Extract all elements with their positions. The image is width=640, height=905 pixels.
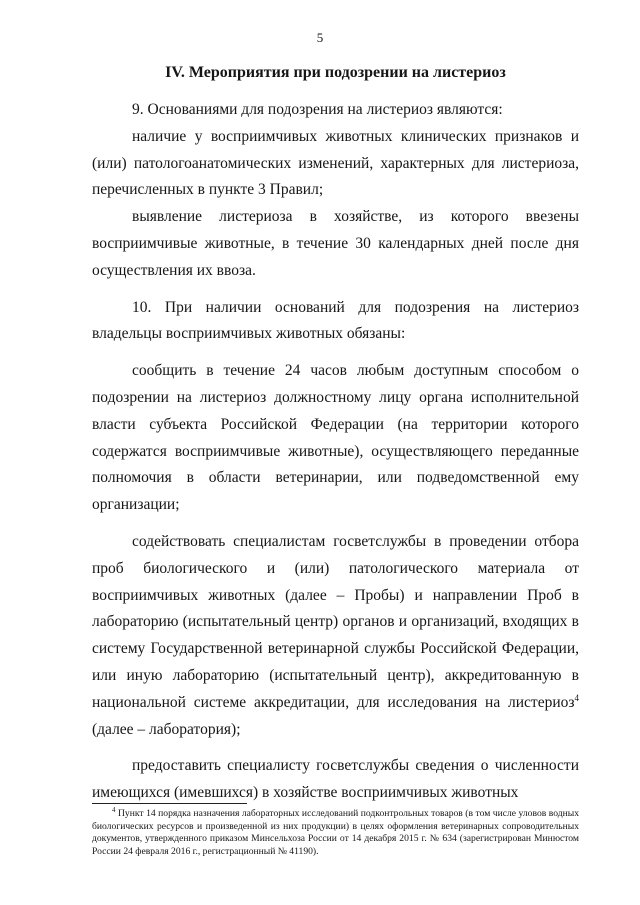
sampling-text-end: (далее – лаборатория);	[92, 720, 241, 738]
footnote-mark: 4	[112, 805, 116, 814]
paragraph-sampling-assistance	[92, 529, 579, 743]
footnote	[92, 805, 579, 858]
paragraph-detection-in-farm: выявление листериоза в хозяйстве, из которого ввезены восприимчивые животные, в течение 30 календарных дней после дня осуществления их ввоза.	[92, 208, 579, 279]
paragraph-clinical-signs: наличие у восприимчивых животных клинических признаков и (или) патологоанатомических изменений, характерных для листериоза, перечисленных в пункте 3 Правил;	[92, 127, 579, 199]
paragraph-9-intro: 9. Основаниями для подозрения на листериоз являются:	[132, 101, 503, 118]
footnote-text: Пункт 14 порядка назначения лабораторных исследований подконтрольных товаров (в том числе уловов водных биологических ресурсов и произведенной из них продукции) в целях оформления ветеринарных сопроводительных документов, утвержденного приказом Минсельхоза России от 14 декабря 2015 г. № 634 (зарегистрирован Минюстом России 24 февраля 2016 г., регистрационный № 41190).	[92, 808, 579, 857]
paragraph-10-intro: 10. При наличии оснований для подозрения на листериоз владельцы восприимчивых животных обязаны:	[92, 298, 579, 343]
document-body	[92, 97, 579, 807]
footnote-divider	[92, 803, 247, 804]
section-heading: IV. Мероприятия при подозрении на листериоз	[165, 64, 506, 81]
footnote-reference: 4	[574, 692, 579, 703]
paragraph-report-obligation: сообщить в течение 24 часов любым доступным способом о подозрении на листериоз должностному лицу органа исполнительной власти субъекта Российской Федерации (на территории которого содержатся восприимчивые животные), осуществляющего переданные полномочия в области ветеринарии, или подведомственной ему организации;	[92, 362, 579, 514]
page-number: 5	[316, 30, 324, 45]
paragraph-provide-info: предоставить специалисту госветслужбы сведения о численности имеющихся (имевшихся) в хозяйстве восприимчивых животных	[92, 757, 579, 802]
sampling-text: содействовать специалистам госветслужбы в проведении отбора проб биологического и (или) патологического материала от восприимчивых животных (далее – Пробы) и направлении Проб в лабораторию (испытательный центр) органов и организаций, входящих в систему Государственной ветеринарной службы Российской Федерации, или иную лабораторию (испытательный центр), аккредитованную в национальной системе аккредитации, для исследования на листериоз	[92, 532, 579, 711]
